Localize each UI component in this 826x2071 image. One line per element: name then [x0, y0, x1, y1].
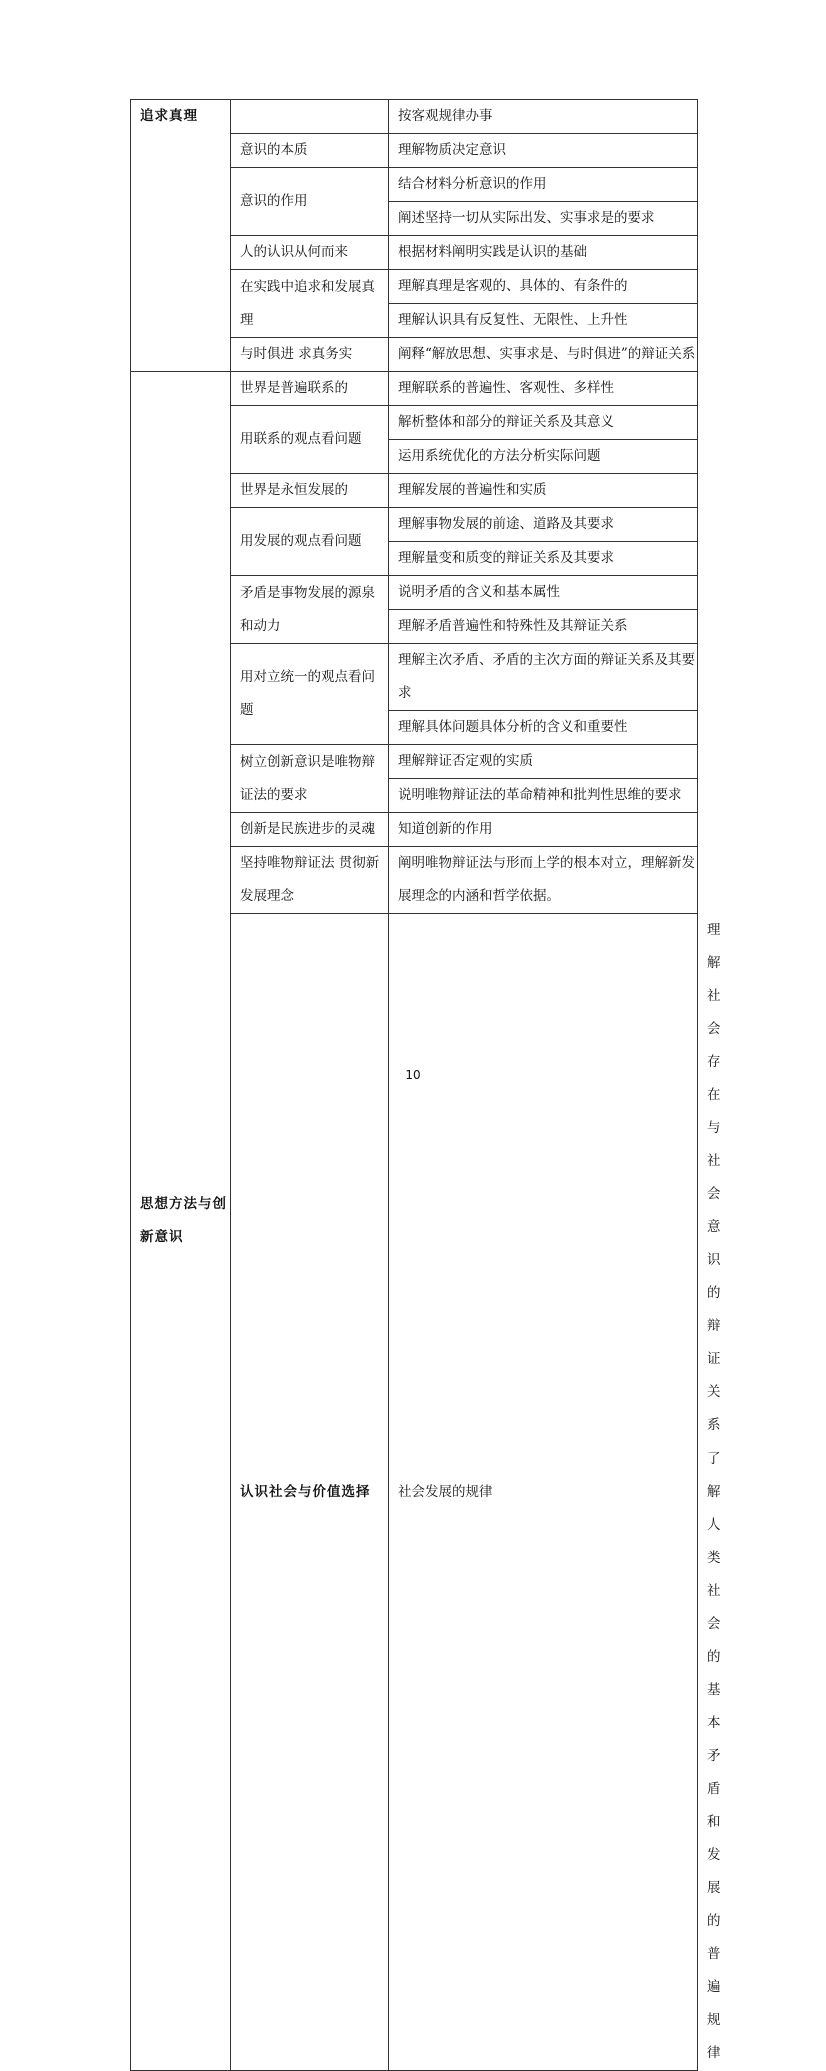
topic-cell: 用联系的观点看问题 — [231, 406, 389, 474]
requirement-cell: 知道创新的作用 — [389, 813, 698, 847]
topic-cell: 人的认识从何而来 — [231, 236, 389, 270]
requirement-cell: 理解认识具有反复性、无限性、上升性 — [389, 304, 698, 338]
topic-cell: 创新是民族进步的灵魂 — [231, 813, 389, 847]
syllabus-table — [130, 99, 721, 2071]
requirement-cell: 理解矛盾普遍性和特殊性及其辩证关系 — [389, 610, 698, 644]
requirement-cell: 理解发展的普遍性和实质 — [389, 474, 698, 508]
requirement-cell: 理解主次矛盾、矛盾的主次方面的辩证关系及其要求 — [389, 644, 698, 711]
requirement-cell: 理解辩证否定观的实质 — [389, 745, 698, 779]
requirement-cell: 结合材料分析意识的作用 — [389, 168, 698, 202]
topic-cell: 世界是普遍联系的 — [231, 372, 389, 406]
requirement-cell: 理解物质决定意识 — [389, 134, 698, 168]
topic-cell: 坚持唯物辩证法 贯彻新发展理念 — [231, 847, 389, 914]
topic-cell: 矛盾是事物发展的源泉和动力 — [231, 576, 389, 644]
section-title: 思想方法与创新意识 — [131, 372, 231, 2071]
table-row — [131, 100, 698, 134]
requirement-cell: 理解联系的普遍性、客观性、多样性 — [389, 372, 698, 406]
topic-cell: 在实践中追求和发展真理 — [231, 270, 389, 338]
topic-cell: 意识的本质 — [231, 134, 389, 168]
topic-cell: 用发展的观点看问题 — [231, 508, 389, 576]
topic-cell: 社会发展的规律 — [389, 914, 698, 2071]
topic-cell: 意识的作用 — [231, 168, 389, 236]
topic-cell — [231, 100, 389, 134]
table-row: 认识社会与价值选择 社会发展的规律 理解社会存在与社会意识的辩证关系 — [131, 914, 698, 1443]
section-title: 追求真理 — [131, 100, 231, 372]
requirement-cell: 阐述坚持一切从实际出发、实事求是的要求 — [389, 202, 698, 236]
requirement-cell: 根据材料阐明实践是认识的基础 — [389, 236, 698, 270]
requirement-cell: 阐明唯物辩证法与形而上学的根本对立，理解新发展理念的内涵和哲学依据。 — [389, 847, 698, 914]
requirement-cell: 说明唯物辩证法的革命精神和批判性思维的要求 — [389, 779, 698, 813]
requirement-cell: 解析整体和部分的辩证关系及其意义 — [389, 406, 698, 440]
table-row — [131, 372, 698, 406]
requirement-cell: 理解事物发展的前途、道路及其要求 — [389, 508, 698, 542]
requirement-cell: 阐释“解放思想、实事求是、与时俱进”的辩证关系 — [389, 338, 698, 372]
topic-cell: 与时俱进 求真务实 — [231, 338, 389, 372]
requirement-cell: 说明矛盾的含义和基本属性 — [389, 576, 698, 610]
topic-cell: 世界是永恒发展的 — [231, 474, 389, 508]
requirement-cell: 理解量变和质变的辩证关系及其要求 — [389, 542, 698, 576]
requirement-cell: 理解具体问题具体分析的含义和重要性 — [389, 711, 698, 745]
topic-cell: 用对立统一的观点看问题 — [231, 644, 389, 745]
topic-cell: 树立创新意识是唯物辩证法的要求 — [231, 745, 389, 813]
section-title: 认识社会与价值选择 — [231, 914, 389, 2071]
page-number: 10 — [405, 1068, 421, 1082]
table-row: 了解人类社会的基本矛盾和发展的普遍规律 — [707, 1451, 721, 2061]
requirement-cell: 运用系统优化的方法分析实际问题 — [389, 440, 698, 474]
requirement-cell: 理解真理是客观的、具体的、有条件的 — [389, 270, 698, 304]
requirement-cell: 按客观规律办事 — [389, 100, 698, 134]
